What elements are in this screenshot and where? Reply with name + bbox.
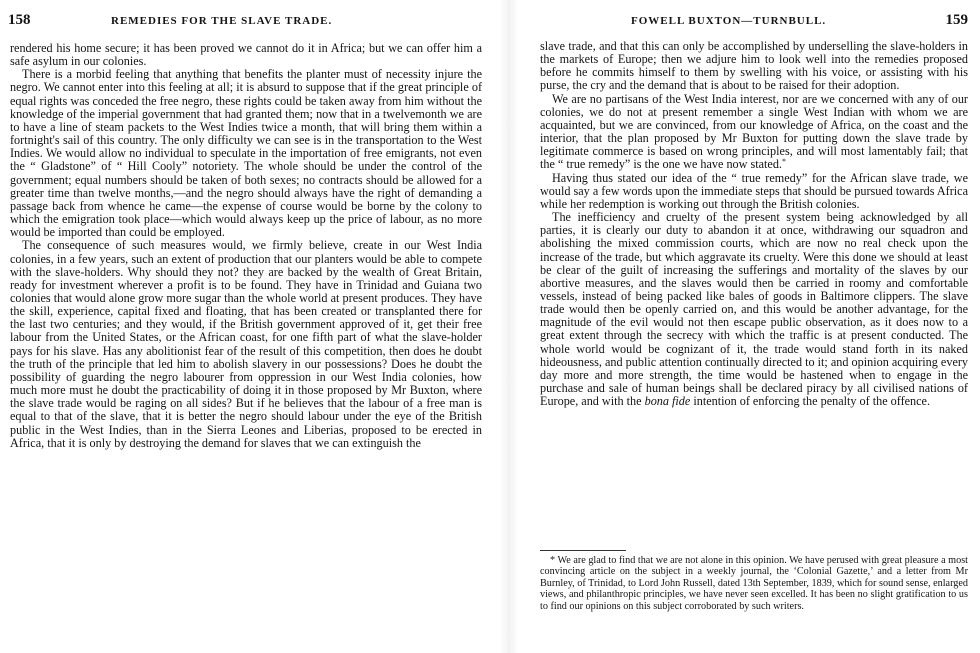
paragraph: slave trade, and that this can only be accomplished by underselling the slave-holders in the markets of Europe; then we adjure him to look well into the remedies proposed before he commits himself to them by swelling with his voice, or assisting with his purse, the cry and the demand that is about to be raised for their adoption. (540, 39, 968, 93)
right-page-header (536, 12, 968, 30)
paragraph: Having thus stated our idea of the “ true remedy” for the African slave trade, we would say a few words upon the immediate steps that should be pursued towards Africa while her redemption is working out through the British colonies. (540, 170, 968, 211)
paragraph (540, 93, 968, 172)
right-page (536, 0, 968, 653)
footnote-marker: * (781, 157, 786, 167)
footnote: * We are glad to find that we are not alone in this opinion. We have perused with great pleasure a most convincing article on the subject in a weekly journal, the ‘Colonial Gazette,’ and a letter from Mr Burnley, of Trinidad, to Lord John Russell, dated 13th September, 1839, which for sound sense, enlarged views, and philanthropic principles, we have never seen excelled. It has been no slight gratification to us to find our opinions on this subject corroborated by such writers. (540, 555, 968, 612)
paragraph (540, 211, 968, 408)
paragraph: rendered his home secure; it has been proved we cannot do it in Africa; but we can offer him a safe asylum in our colonies. (10, 41, 482, 69)
italic-phrase: bona fide (644, 394, 691, 409)
paragraph-text: The inefficiency and cruelty of the present system being acknowledged by all parties, it is clearly our duty to abandon it at once, withdrawing our squadron and abolishing the mixed commission courts, which are now no real check upon the increase of the trade, but which aggravate its cruelty. Were this done we should at least be clear of the guilt of increasing the sufferings and mortality of the slaves by our abortive measures, and the slaves would then be carried in roomy and comfortable vessels, instead of being packed like bales of goods in Baltimore clippers. The slave trade would then be openly carried on, and this would be another advantage, for the magnitude of the evil would not then escape public observation, as it does now to a great extent through the secrecy with which the traffic is at present conducted. The whole world would be cognizant of it, the trade would stand forth in its naked hideousness, and public attention continually directed to it; and opinion acquiring every day more and more strength, the time would be hastened when to engage in the purchase and sale of human beings shall be declared piracy by all civilised nations of Europe, and with the (540, 210, 968, 409)
paragraph-text: We are no partisans of the West India interest, nor are we concerned with any of our colonies, we do not at present remember a single West Indian with whom we are acquainted, but we are convinced, from our knowledge of Africa, on the coast and the interior, that the plan proposed by Mr Buxton for putting down the slave trade by legitimate commerce is based on wrong principles, and will most lamentably fail; that the “ true remedy” is the one we have now stated. (540, 91, 968, 172)
right-page-number: 159 (945, 12, 968, 28)
left-page-number: 158 (8, 12, 31, 28)
footnote-rule (540, 550, 626, 551)
paragraph: There is a morbid feeling that anything that benefits the planter must of necessity injure the negro. We cannot enter into this feeling at all; it is absurd to suppose that if the great principle of equal rights was conceded the free negro, these rights could be taken away from him without the knowledge of the imperial government that had granted them; now that in a twelvemonth we are to have a line of steam packets to the West Indies twice a month, that will bring them within a fortnight's sail of this country. The only difficulty we can see is in the transportation to the West Indies. We would allow no individual to speculate in the importation of free emigrants, not even the “ Gladstone” of “ Hill Cooly” notoriety. The whole should be under the control of the government; equal numbers should be taken of both sexes; no contracts should be allowed for a greater time than twelve months,—and the negro should always have the right of demanding a passage back from whence he came—the expense of course would be borne by the colony to which the emigration took place—which would always keep up the price of labour, as no more would be imported than could be employed. (10, 67, 482, 240)
right-page-body (540, 40, 968, 408)
left-page-header (0, 12, 482, 30)
right-running-title: FOWELL BUXTON—TURNBULL. (631, 15, 827, 27)
paragraph: The consequence of such measures would, we firmly believe, create in our West India colonies, in a few years, such an extent of production that our planters would be able to compete with the slave-holders. Why should they not? they are backed by the wealth of Great Britain, ready for investment wherever a profit is to be found. They have in Trinidad and Guiana two colonies that would alone grow more sugar than the whole world at present produces. They have the skill, experience, capital fixed and floating, that has been created or transplanted there for the last two centuries; and they would, if the British government approved of it, get their free labour from the United States, or the African coast, for one fifth part of what the slave-holder pays for his slave. Has any abolitionist fear of the result of this competition, then does he doubt the truth of the principle that led him to abolish slavery in our possessions? Does he doubt the possibility of guarding the negro labourer from oppression in our West India colonies, how much more must he doubt the practicability of doing it in those proposed by Mr Buxton, where the slave trade would be raging on all sides? But if he believes that the labour of a free man is equal to that of the slave, that it is better the negro should labour under the eye of the British public in the West Indies, than in the Sierra Leones and Liberias, proposed to be erected in Africa, that it is only by destroying the demand for slaves that we can extinguish the (10, 238, 482, 450)
left-running-title: REMEDIES FOR THE SLAVE TRADE. (111, 15, 333, 27)
paragraph-text: intention of enforcing the penalty of the offence. (693, 394, 931, 409)
left-page-body (10, 42, 482, 450)
left-page (0, 0, 482, 653)
book-gutter (500, 0, 518, 653)
